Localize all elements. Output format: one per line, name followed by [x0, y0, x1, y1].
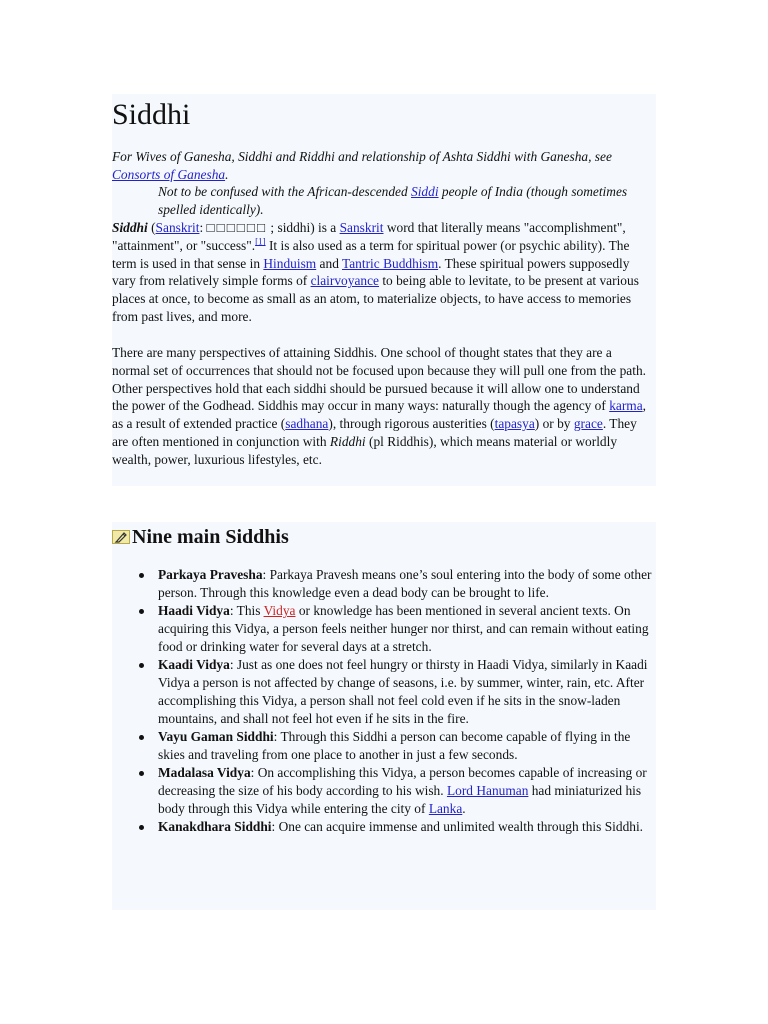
siddhi-name: Madalasa Vidya — [158, 765, 251, 781]
link-vidya[interactable]: Vidya — [263, 603, 296, 619]
siddhi-description: : On accomplishing this Vidya, a person becomes capable of increasing or decreasing the size of his body according to his wish. — [158, 765, 647, 798]
perspectives-paragraph — [112, 344, 652, 469]
link-karma[interactable]: karma — [609, 398, 643, 414]
list-item — [158, 818, 656, 836]
nine-siddhis-section — [112, 522, 656, 910]
link-sadhana[interactable]: sadhana — [285, 416, 329, 432]
siddhi-list — [112, 566, 656, 837]
siddhi-name: Parkaya Pravesha — [158, 567, 263, 582]
section-heading — [112, 524, 289, 550]
devanagari-text: □□□□□□ — [206, 220, 268, 235]
siddhi-description: had miniaturized his body through this Vidya while entering the city of — [158, 782, 642, 816]
link-hinduism[interactable]: Hinduism — [263, 255, 317, 271]
hatnote-text: For Wives of Ganesha, Siddhi and Riddhi and relationship of Ashta Siddhi with Ganesha, see — [112, 149, 612, 164]
siddhi-description: : Just as one does not feel hungry or thirsty in Haadi Vidya, similarly in Kaadi Vidya a person is not affected by change of seasons, i.e. by summer, winter, rain, etc. After accomplishing this Vidya, a person shall not feel cold even if he sits in the snow-laden mountains, and shall not feel hot even if he sits in the fire. — [158, 657, 648, 726]
term-siddhi: Siddhi — [112, 220, 148, 235]
edit-icon[interactable] — [112, 530, 130, 544]
page-title: Siddhi — [112, 98, 191, 131]
link-siddi[interactable]: Siddi — [411, 184, 439, 199]
para-text: : — [199, 220, 207, 235]
hatnote-suffix: people of India (though sometimes spelled identically). — [158, 184, 628, 217]
article-intro-section — [112, 94, 656, 486]
reference-1[interactable]: [1] — [255, 236, 266, 247]
section-heading-text: Nine main Siddhis — [132, 526, 289, 548]
para-text: ), through rigorous austerities ( — [328, 416, 495, 432]
link-grace[interactable]: grace — [573, 416, 603, 432]
para-text: (pl Riddhis), which means material or worldly wealth, power, luxurious lifestyles, etc. — [112, 433, 618, 467]
siddhi-name: Kaadi Vidya — [158, 657, 230, 673]
para-text: and — [316, 255, 342, 271]
hatnote-suffix: . — [225, 166, 229, 182]
intro-paragraph — [112, 219, 652, 326]
hatnote-siddi — [158, 183, 648, 219]
hatnote-text: Not to be confused with the African-descended — [158, 184, 412, 199]
para-text: ; siddhi) is a — [267, 220, 340, 235]
hatnote-consorts — [112, 148, 612, 184]
list-item — [158, 566, 656, 602]
para-text: , as a result of extended practice ( — [112, 398, 647, 432]
term-riddhi: Riddhi — [329, 433, 366, 449]
list-item — [158, 656, 656, 727]
link-tapasya[interactable]: tapasya — [494, 416, 535, 432]
para-text: to being able to levitate, to be present at various places at once, to become as small as an atom, to materialize objects, to have access to memories from past lives, and more. — [112, 273, 639, 324]
siddhi-description: : Through this Siddhi a person can become capable of flying in the skies and traveling from one place to another in just a few seconds. — [158, 728, 631, 762]
link-consorts-of-ganesha[interactable]: Consorts of Ganesha — [112, 166, 226, 182]
para-text: . They are often mentioned in conjunction with — [112, 416, 637, 449]
link-tantric-buddhism[interactable]: Tantric Buddhism — [342, 255, 439, 271]
siddhi-description: : Parkaya Pravesh means one’s soul entering into the body of some other person. Through this knowledge even a dead body can be brought to life. — [158, 567, 652, 600]
para-text: ) or by — [534, 416, 574, 432]
siddhi-name: Kanakdhara Siddhi — [158, 819, 272, 835]
siddhi-description: : One can acquire immense and unlimited wealth through this Siddhi. — [271, 819, 644, 835]
siddhi-name: Vayu Gaman Siddhi — [158, 728, 274, 744]
para-text: It is also used as a term for spiritual power (or psychic ability). The term is used in that sense in — [112, 237, 630, 271]
list-item — [158, 764, 656, 817]
siddhi-name: Haadi Vidya — [158, 603, 230, 619]
link-clairvoyance[interactable]: clairvoyance — [310, 273, 379, 289]
para-text: There are many perspectives of attaining Siddhis. One school of thought states that they are a normal set of occurrences that should not be focused upon because they will pull one from the path. Other perspectives hold that each siddhi should be pursued because it will allow one to understand the power of the Godhead. Siddhis may occur in many ways: naturally though the agency of — [112, 345, 646, 414]
list-item — [158, 602, 656, 655]
para-text: ( — [147, 220, 156, 235]
list-item — [158, 728, 656, 764]
link-sanskrit[interactable]: Sanskrit — [155, 220, 200, 235]
para-text: word that literally means "accomplishment", "attainment", or "success". — [112, 220, 626, 253]
link-lanka[interactable]: Lanka — [428, 800, 463, 816]
siddhi-description: . — [462, 800, 466, 816]
para-text: . These spiritual powers supposedly vary from relatively simple forms of — [112, 255, 630, 289]
link-lord-hanuman[interactable]: Lord Hanuman — [446, 782, 529, 798]
siddhi-description: : This — [229, 603, 264, 619]
link-sanskrit-2[interactable]: Sanskrit — [339, 220, 384, 235]
siddhi-description: or knowledge has been mentioned in several ancient texts. On acquiring this Vidya, a person feels neither hunger nor thirst, and can remain without eating food or drinking water for several days at a stretch. — [158, 603, 649, 654]
